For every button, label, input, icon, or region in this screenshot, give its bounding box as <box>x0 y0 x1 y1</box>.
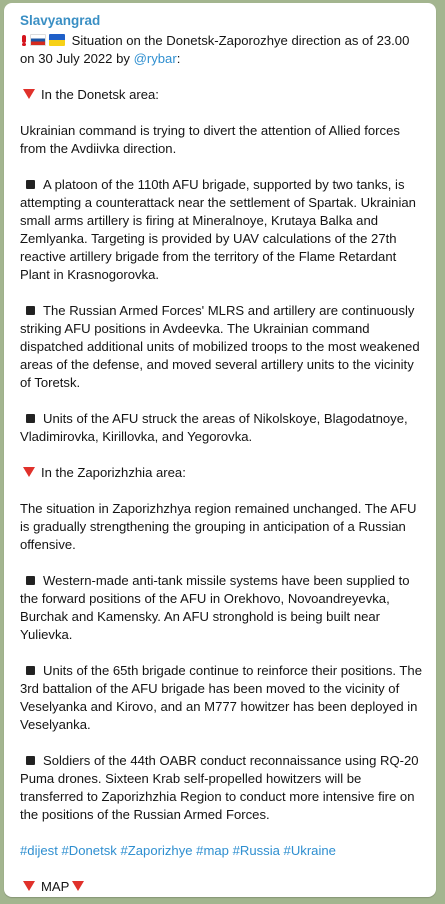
map-label: MAP <box>41 879 70 894</box>
black-square-bullet-icon <box>26 180 35 189</box>
hashtag-link[interactable]: #map <box>196 843 229 858</box>
red-exclamation-icon <box>22 35 26 46</box>
black-square-bullet-icon <box>26 666 35 675</box>
zaporizhzhia-heading <box>20 464 424 482</box>
hashtag-link[interactable]: #Ukraine <box>283 843 336 858</box>
donetsk-heading <box>20 86 424 104</box>
bullet-text: Units of the 65th brigade continue to reinforce their positions. The 3rd battalion of the AFU brigade has been moved to the vicinity of Veselyanka and Kirovo, and an M777 howitzer has been deployed in Veselyanka. <box>20 663 422 732</box>
black-square-bullet-icon <box>26 414 35 423</box>
hashtag-link[interactable]: #Zaporizhye <box>120 843 193 858</box>
black-square-bullet-icon <box>26 756 35 765</box>
bullet-text: The Russian Armed Forces' MLRS and artillery are continuously striking AFU positions in Avdeevka. The Ukrainian command dispatched additional units of mobilized troops to the most weakened areas of the defense, and moved several artillery units to the vicinity of Toretsk. <box>20 303 420 390</box>
message-bubble <box>4 3 436 897</box>
zaporizhzhia-bullet-3 <box>20 752 424 824</box>
zaporizhzhia-bullet-1 <box>20 572 424 644</box>
hashtag-row <box>20 842 424 860</box>
red-triangle-down-icon <box>72 881 84 891</box>
hashtag-link[interactable]: #Donetsk <box>61 843 117 858</box>
red-triangle-down-icon <box>23 89 35 99</box>
message-header <box>20 32 424 68</box>
black-square-bullet-icon <box>26 306 35 315</box>
bullet-text: Western-made anti-tank missile systems have been supplied to the forward positions of the AFU in Orekhovo, Novoandreyevka, Burchak and Kamensky. An AFU stronghold is being built near Yulievka. <box>20 573 410 642</box>
bullet-text: Units of the AFU struck the areas of Nikolskoye, Blagodatnoye, Vladimirovka, Kirillovka, and Yegorovka. <box>20 411 408 444</box>
bullet-text: Soldiers of the 44th OABR conduct reconnaissance using RQ-20 Puma drones. Sixteen Krab self-propelled howitzers will be transferred to Zaporizhzhia Region to conduct more intensive fire on the positions of the Russian Armed Forces. <box>20 753 419 822</box>
russia-flag-icon <box>30 34 46 46</box>
mention-link[interactable]: @rybar <box>133 51 177 66</box>
hashtag-link[interactable]: #dijest <box>20 843 58 858</box>
red-triangle-down-icon <box>23 467 35 477</box>
zaporizhzhia-intro: The situation in Zaporizhzhya region remained unchanged. The AFU is gradually strengthening the grouping in anticipation of a Russian offensive. <box>20 501 417 552</box>
zaporizhzhia-bullet-2 <box>20 662 424 734</box>
donetsk-bullet-2 <box>20 302 424 392</box>
donetsk-intro: Ukrainian command is trying to divert the attention of Allied forces from the Avdiivka direction. <box>20 123 400 156</box>
header-colon: : <box>176 51 181 66</box>
hashtag-link[interactable]: #Russia <box>232 843 280 858</box>
black-square-bullet-icon <box>26 576 35 585</box>
header-text: Situation on the Donetsk-Zaporozhye direction as of 23.00 on 30 July 2022 by <box>20 33 410 66</box>
message-content <box>20 12 424 897</box>
channel-name[interactable]: Slavyangrad <box>20 13 101 28</box>
ukraine-flag-icon <box>49 34 65 46</box>
donetsk-heading-text: In the Donetsk area: <box>41 87 159 102</box>
bullet-text: A platoon of the 110th AFU brigade, supported by two tanks, is attempting a counterattack near the settlement of Spartak. Ukrainian small arms artillery is firing at Mineralnoye, Krutaya Balka and Zemlyanka. Targeting is provided by UAV calculations of the 27th reactive artillery brigade from the territory of the Flame Retardant Plant in Krasnogorovka. <box>20 177 416 282</box>
donetsk-bullet-1 <box>20 176 424 284</box>
red-triangle-down-icon <box>23 881 35 891</box>
donetsk-bullet-3 <box>20 410 424 446</box>
map-footer <box>20 878 424 896</box>
zaporizhzhia-heading-text: In the Zaporizhzhia area: <box>41 465 186 480</box>
